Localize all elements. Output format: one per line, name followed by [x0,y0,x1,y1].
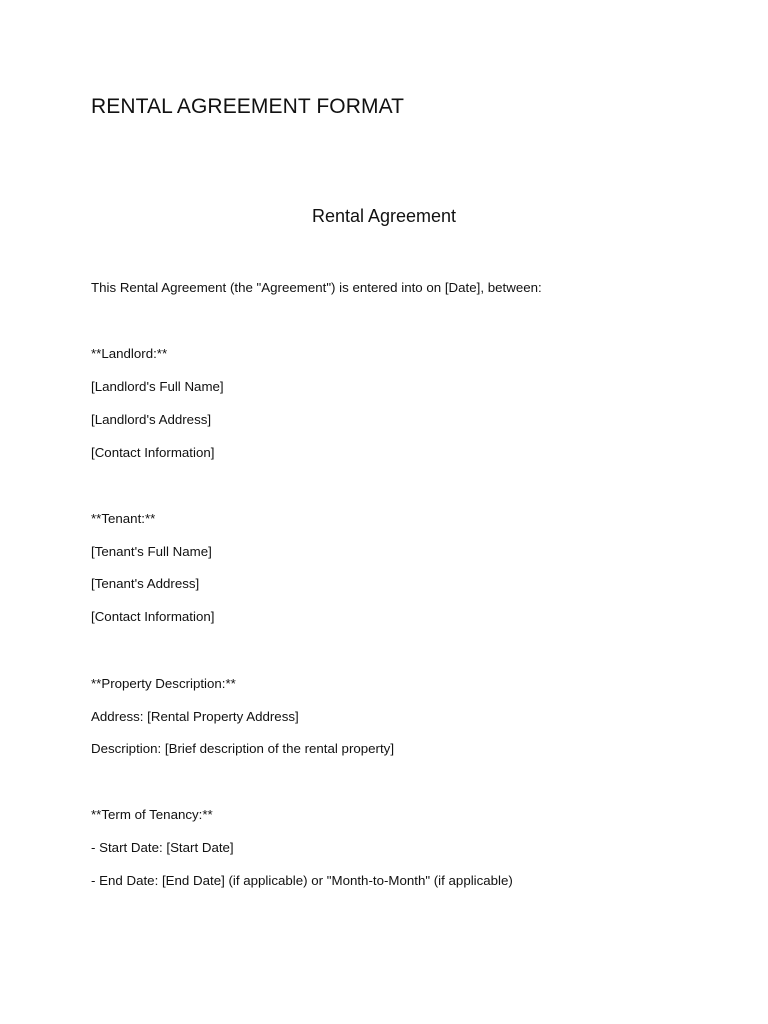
landlord-contact: [Contact Information] [91,445,215,460]
tenant-section-label: **Tenant:** [91,511,156,526]
landlord-name: [Landlord's Full Name] [91,379,224,394]
document-heading: RENTAL AGREEMENT FORMAT [91,95,405,118]
term-section-label: **Term of Tenancy:** [91,807,213,822]
term-end-date: - End Date: [End Date] (if applicable) or "Month-to-Month" (if applicable) [91,873,513,888]
landlord-section-label: **Landlord:** [91,346,168,361]
landlord-address: [Landlord's Address] [91,412,212,427]
document-title: Rental Agreement [311,206,457,226]
tenant-name: [Tenant's Full Name] [91,544,212,559]
property-description: Description: [Brief description of the rental property] [91,741,395,756]
tenant-address: [Tenant's Address] [91,576,200,591]
property-address: Address: [Rental Property Address] [91,709,299,724]
intro-paragraph: This Rental Agreement (the "Agreement") is entered into on [Date], between: [91,280,542,295]
property-section-label: **Property Description:** [91,676,236,691]
tenant-contact: [Contact Information] [91,609,215,624]
term-start-date: - Start Date: [Start Date] [91,840,234,855]
